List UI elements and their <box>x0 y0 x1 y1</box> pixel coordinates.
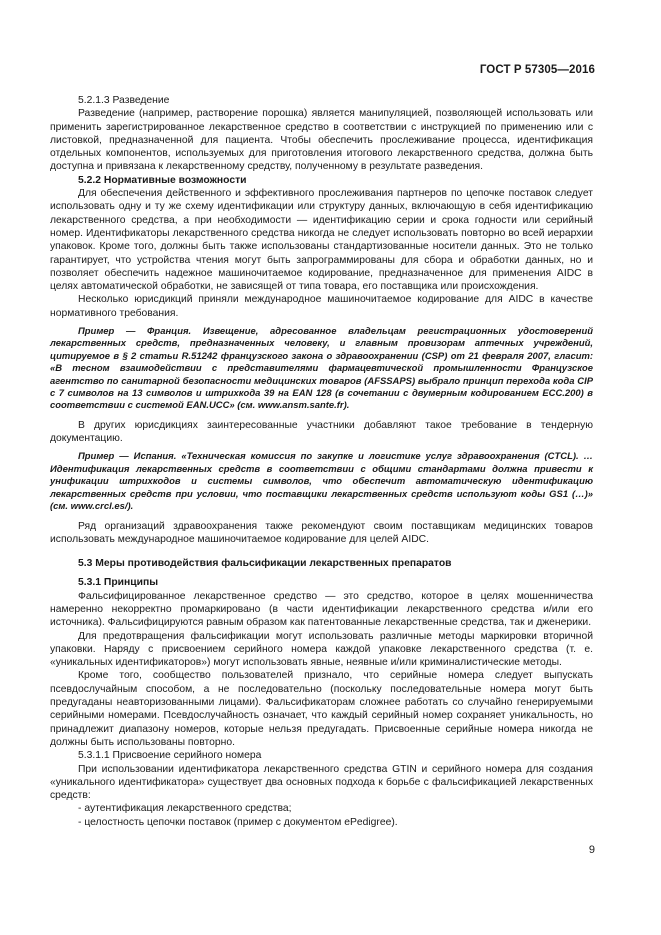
paragraph: Для обеспечения действенного и эффективного прослеживания партнеров по цепочке поставок следует использовать одну и ту же схему идентификации или структуру данных, включающую в себя идентификацию лекарственного средства, а при необходимости — идентификацию серии и срока годности или серийный номер. Идентификаторы лекарственного средства никогда не следует использовать повторно во всей иерархии упаковок. Кроме того, должны быть также использованы стандартизованные носители данных. Это не только гарантирует, что устройства чтения могут быть запрограммированы для сбора и обработки данных, но и позволяет обеспечить надежное машиночитаемое кодирование, предназначенное для применения AIDC в целях автоматической обработки, не зависящей от типа товара, его поставщика или происхождения. <box>50 188 593 293</box>
paragraph: Кроме того, сообщество пользователей признало, что серийные номера следует выпускать псевдослучайным способом, а не последовательно (поскольку последовательные номера могут быть предугаданы неавторизованными лицами). Фальсификаторам сложнее работать со случайно генерируемыми серийными номерами. Псевдослучайность означает, что каждый серийный номер сохраняет уникальность, но принадлежит диапазону номеров, которые нельзя предугадать. Присвоенные серийные номера никогда не должны быть использованы повторно. <box>50 670 593 748</box>
section-5-2-1-3-title: 5.2.1.3 Разведение <box>78 95 170 106</box>
list-item: - целостность цепочки поставок (пример с документом ePedigree). <box>78 816 398 828</box>
list-item: - аутентификация лекарственного средства; <box>78 803 292 815</box>
paragraph: Для предотвращения фальсификации могут использовать различные методы маркировки вторичной упаковки. Наряду с присвоением серийного номера каждой упаковке лекарственного средства (т. е. «уникальных идентификаторов») могут использовать явные, неявные и/или криминалистические методы. <box>50 630 593 669</box>
standard-code: ГОСТ Р 57305—2016 <box>479 64 595 76</box>
example-spain: Пример — Испания. «Техническая комиссия по закупке и логистике услуг здравоохранения (CTCL). …Идентификация лекарственных средств в соответствии с общими стандартами должна привести к унификации штрихкодов и системы символов, что обеспечит автоматическую идентификацию лекарственных средств при условии, что поставщики лекарственных средств используют коды GS1 (…)» (см. www.crcl.es/). <box>50 451 593 513</box>
approach-list <box>50 802 593 829</box>
section-5-3-1-1-title: 5.3.1.1 Присвоение серийного номера <box>78 750 262 762</box>
paragraph: Несколько юрисдикций приняли международное машиночитаемое кодирование для AIDC в качестве нормативного требования. <box>50 294 593 319</box>
paragraph: При использовании идентификатора лекарственного средства GTIN и серийного номера для создания «уникального идентификатора» существует два основных подхода к борьбе с фальсификацией лекарственных средств: <box>50 763 593 802</box>
section-5-3-1-title: 5.3.1 Принципы <box>78 577 159 589</box>
section-5-2-2-title: 5.2.2 Нормативные возможности <box>78 174 247 186</box>
paragraph: Ряд организаций здравоохранения также рекомендуют своим поставщикам медицинских товаров использовать международное машиночитаемое кодирование для целей AIDC. <box>50 520 593 545</box>
section-5-2-1-3-text: Разведение (например, растворение порошка) является манипуляцией, позволяющей использовать или применить зарегистрированное лекарственное средство в соответствии с инструкцией по применению или с листовкой, предназначенной для пациента. Чтобы обеспечить прослеживание процесса, идентификация отдельных компонентов, используемых для приготовления итогового лекарственного средства, должна быть доступна и привязана к лекарственному средству, полученному в результате разведения. <box>50 108 593 173</box>
page-number: 9 <box>588 844 595 856</box>
paragraph: В других юрисдикциях заинтересованные участники добавляют такое требование в тендерную документацию. <box>50 419 593 445</box>
document-body <box>50 94 593 829</box>
example-france: Пример — Франция. Извещение, адресованное владельцам регистрационных удостоверений лекарственных средств, предназначенных человеку, и главным провизорам аптечных учреждений, цитируемое в § 2 статьи R.51242 французского закона о здравоохранении (CSP) от 21 февраля 2007, гласит: «В тесном взаимодействии с представителями фармацевтической промышленности Французское агентство по санитарной безопасности медицинских товаров (AFSSAPS) выбрало принцип перехода кода CIP с 7 символов на 13 символов и штрихкода 39 на EAN 128 (в сочетании с двумерным кодированием ECC.200) в соответствии с системой EAN.UCC» (см. www.ansm.sante.fr). <box>50 326 593 412</box>
section-5-3-title: 5.3 Меры противодействия фальсификации лекарственных препаратов <box>78 558 452 570</box>
paragraph: Фальсифицированное лекарственное средство — это средство, которое в целях мошенничества намеренно некорректно промаркировано (в части идентификации лекарственного средства и/или его источника). Фальсифицируются равным образом как патентованные лекарственные средства, так и дженерики. <box>50 590 593 629</box>
